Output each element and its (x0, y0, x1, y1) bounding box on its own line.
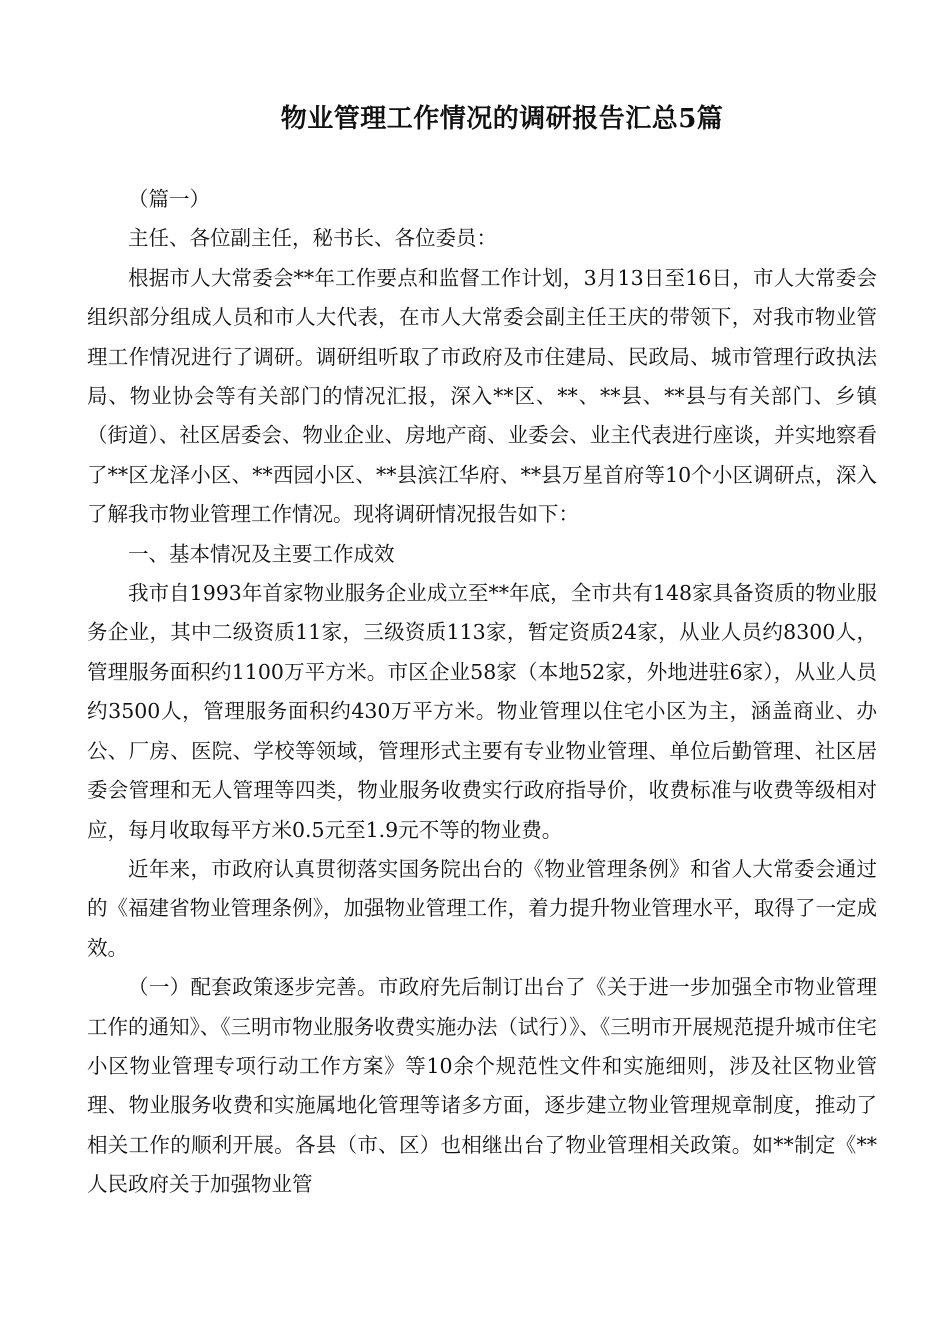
document-title: 物业管理工作情况的调研报告汇总5篇 (280, 104, 724, 134)
policy-paragraph: （一）配套政策逐步完善。市政府先后制订出台了《关于进一步加强全市物业管理工作的通知》、《三明市物业服务收费实施办法（试行）》、《三明市开展规范提升城市住宅小区物业管理专项行动工作方案》等10余个规范性文件和实施细则，涉及社区物业管理、物业服务收费和实施属地化管理等诸多方面，逐步建立物业管理规章制度，推动了相关工作的顺利开展。各县（市、区）也相继出台了物业管理相关政策。如**制定《**人民政府关于加强物业管 (87, 975, 877, 1197)
intro-paragraph: 根据市人大常委会**年工作要点和监督工作计划，3月13日至16日，市人大常委会组织部分组成人员和市人大代表，在市人大常委会副主任王庆的带领下，对我市物业管理工作情况进行了调研。调研组听取了市政府及市住建局、民政局、城市管理行政执法局、物业协会等有关部门的情况汇报，深入**区、**、**县、**县与有关部门、乡镇（街道）、社区居委会、物业企业、房地产商、业委会、业主代表进行座谈，并实地察看了**区龙泽小区、**西园小区、**县滨江华府、**县万星首府等10个小区调研点，深入了解我市物业管理工作情况。现将调研情况报告如下： (87, 265, 877, 527)
achievements-paragraph: 近年来，市政府认真贯彻落实国务院出台的《物业管理条例》和省人大常委会通过的《福建省物业管理条例》，加强物业管理工作，着力提升物业管理水平，取得了一定成效。 (87, 856, 877, 960)
salutation: 主任、各位副主任，秘书长、各位委员： (128, 226, 497, 251)
basic-info-paragraph: 我市自1993年首家物业服务企业成立至**年底，全市共有148家具备资质的物业服务企业，其中二级资质11家，三级资质113家，暂定资质24家，从业人员约8300人，管理服务面积约1100万平方米。市区企业58家（本地52家，外地进驻6家），从业人员约3500人，管理服务面积约430万平方米。物业管理以住宅小区为主，涵盖商业、办公、厂房、医院、学校等领域，管理形式主要有专业物业管理、单位后勤管理、社区居委会管理和无人管理等四类，物业服务收费实行政府指导价，收费标准与收费等级相对应，每月收取每平方米0.5元至1.9元不等的物业费。 (87, 581, 877, 842)
section-heading: 一、基本情况及主要工作成效 (128, 541, 395, 566)
section-label: （篇一） (128, 187, 210, 211)
document-body (87, 180, 877, 1205)
